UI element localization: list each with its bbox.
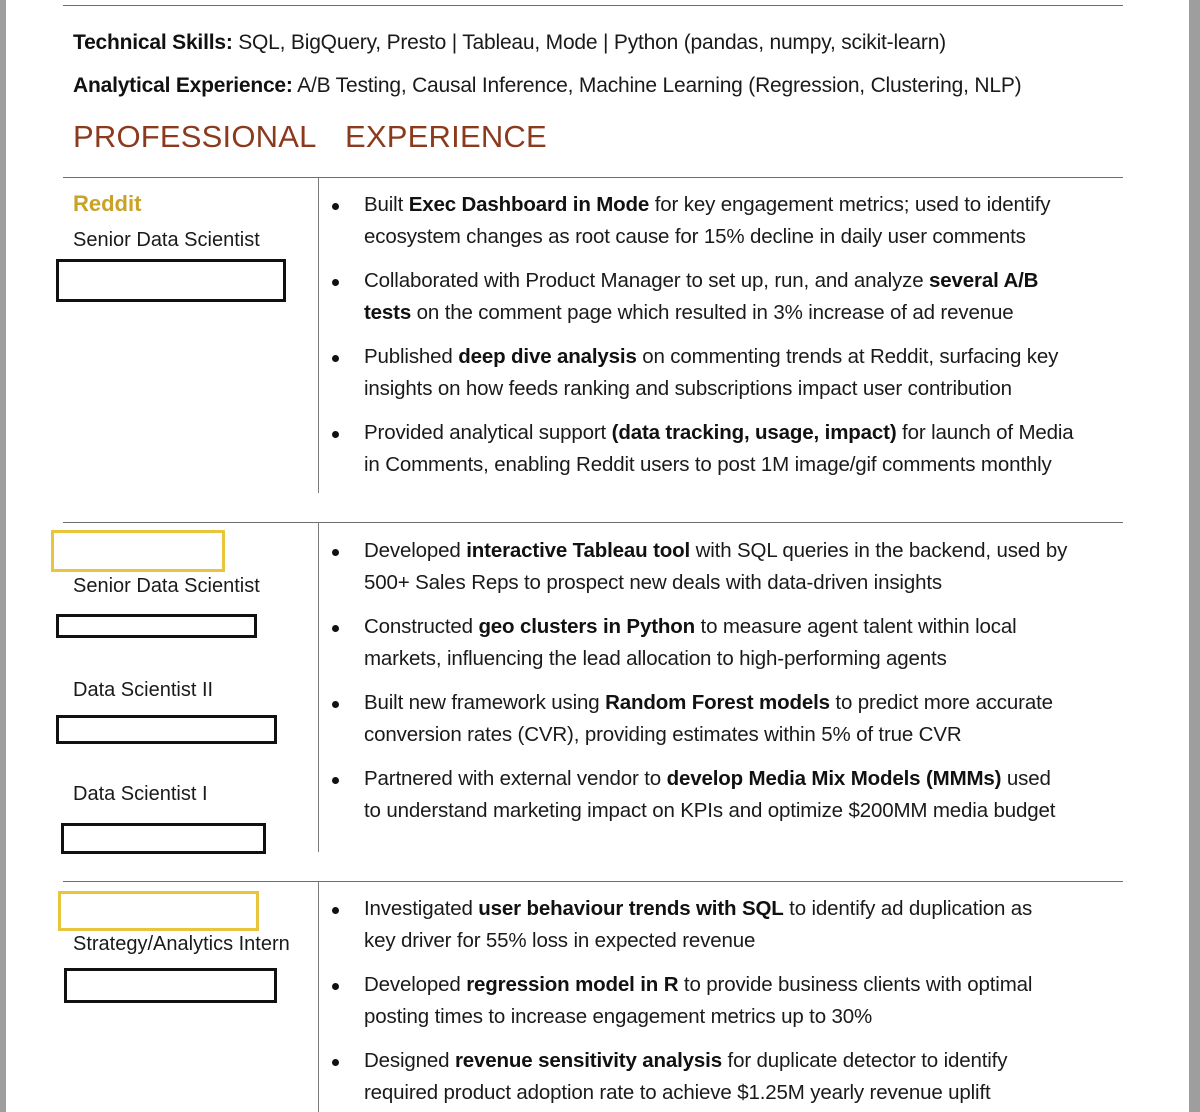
bullet-emphasis: tests [364, 301, 412, 324]
bullet-item [328, 969, 1128, 1033]
bullet-item [328, 265, 1128, 329]
bullet-emphasis: geo clusters in Python [478, 615, 695, 638]
bullet-text: Designed [364, 1049, 455, 1072]
bullet-icon [332, 777, 339, 784]
bullet-text: to provide business clients with optimal [678, 973, 1033, 996]
bullet-line [364, 763, 1128, 795]
bullet-line [364, 893, 1128, 925]
bullet-item [328, 687, 1128, 751]
redacted-dates [56, 259, 286, 302]
bullet-line [364, 297, 1128, 329]
bullet-item [328, 611, 1128, 675]
page-edge-right [1189, 0, 1200, 1112]
redacted-dates [64, 968, 277, 1003]
bullet-item [328, 189, 1128, 253]
bullet-icon [332, 701, 339, 708]
analytical-experience-value: A/B Testing, Causal Inference, Machine Learning (Regression, Clustering, NLP) [292, 74, 1022, 97]
page-edge-left [0, 0, 6, 1112]
bullet-text: on the comment page which resulted in 3% increase of ad revenue [411, 301, 1014, 324]
bullet-emphasis: user behaviour trends with SQL [478, 897, 784, 920]
bullet-line [364, 535, 1128, 567]
bullet-icon [332, 907, 339, 914]
bullet-item [328, 1045, 1128, 1109]
bullet-text: ecosystem changes as root cause for 15% decline in daily user comments [364, 225, 1026, 248]
bullet-emphasis: deep dive analysis [458, 345, 637, 368]
bullet-line [364, 925, 1128, 957]
bullet-text: Developed [364, 973, 467, 996]
top-divider [63, 5, 1123, 6]
bullet-icon [332, 549, 339, 556]
bullet-text: conversion rates (CVR), providing estimates within 5% of true CVR [364, 723, 962, 746]
analytical-experience [73, 74, 1021, 98]
analytical-experience-label: Analytical Experience: [73, 74, 293, 97]
section-title: PROFESSIONAL EXPERIENCE [73, 119, 547, 154]
bullet-line [364, 643, 1128, 675]
job-bullets [328, 893, 1128, 1109]
bullet-text: with SQL queries in the backend, used by [690, 539, 1068, 562]
bullet-text: 500+ Sales Reps to prospect new deals with data-driven insights [364, 571, 942, 594]
bullet-line [364, 221, 1128, 253]
bullet-text: Investigated [364, 897, 479, 920]
bullet-emphasis: develop Media Mix Models (MMMs) [666, 767, 1002, 790]
bullet-text: markets, influencing the lead allocation to high-performing agents [364, 647, 947, 670]
bullet-item [328, 341, 1128, 405]
bullet-text: to predict more accurate [829, 691, 1053, 714]
redacted-dates [56, 614, 257, 638]
bullet-icon [332, 625, 339, 632]
bullet-line [364, 341, 1128, 373]
bullet-text: Developed [364, 539, 467, 562]
bullet-text: Built [364, 193, 409, 216]
bullet-emphasis: Random Forest models [605, 691, 830, 714]
job-divider [63, 881, 1123, 882]
redacted-company-name [58, 891, 259, 931]
role-title: Data Scientist I [73, 783, 208, 805]
redacted-dates [56, 715, 277, 744]
bullet-line [364, 373, 1128, 405]
bullet-text: for duplicate detector to identify [721, 1049, 1008, 1072]
job-bullets [328, 189, 1128, 481]
job-divider [63, 522, 1123, 523]
bullet-icon [332, 1059, 339, 1066]
bullet-item [328, 893, 1128, 957]
bullet-text: Collaborated with Product Manager to set up, run, and analyze [364, 269, 930, 292]
bullet-text: for key engagement metrics; used to identify [649, 193, 1051, 216]
bullet-text: required product adoption rate to achieve $1.25M yearly revenue uplift [364, 1081, 991, 1104]
technical-skills-label: Technical Skills: [73, 31, 233, 54]
bullet-text: on commenting trends at Reddit, surfacing key [636, 345, 1059, 368]
bullet-line [364, 449, 1128, 481]
column-divider [318, 522, 319, 852]
bullet-line [364, 611, 1128, 643]
bullet-emphasis: revenue sensitivity analysis [454, 1049, 722, 1072]
job-divider [63, 177, 1123, 178]
bullet-text: Partnered with external vendor to [364, 767, 667, 790]
bullet-text: for launch of Media [896, 421, 1074, 444]
role-title: Senior Data Scientist [73, 575, 260, 597]
bullet-line [364, 567, 1128, 599]
bullet-line [364, 1001, 1128, 1033]
bullet-emphasis: regression model in R [466, 973, 679, 996]
bullet-icon [332, 279, 339, 286]
bullet-text: posting times to increase engagement metrics up to 30% [364, 1005, 873, 1028]
bullet-text: to measure agent talent within local [694, 615, 1017, 638]
bullet-text: to identify ad duplication as [783, 897, 1033, 920]
column-divider [318, 177, 319, 493]
role-title: Data Scientist II [73, 679, 214, 701]
bullet-item [328, 535, 1128, 599]
bullet-emphasis: Exec Dashboard in Mode [408, 193, 650, 216]
bullet-line [364, 1077, 1128, 1109]
bullet-icon [332, 431, 339, 438]
role-title: Senior Data Scientist [73, 229, 260, 251]
bullet-emphasis: several A/B [929, 269, 1039, 292]
bullet-line [364, 417, 1128, 449]
bullet-line [364, 687, 1128, 719]
bullet-text: Provided analytical support [364, 421, 612, 444]
redacted-dates [61, 823, 266, 854]
bullet-emphasis: interactive Tableau tool [466, 539, 691, 562]
bullet-item [328, 763, 1128, 827]
bullet-item [328, 417, 1128, 481]
bullet-text: to understand marketing impact on KPIs and optimize $200MM media budget [364, 799, 1056, 822]
redacted-company-name [51, 530, 225, 572]
technical-skills [73, 31, 946, 55]
bullet-text: Published [364, 345, 459, 368]
company-name: Reddit [73, 191, 142, 216]
job-bullets [328, 535, 1128, 827]
column-divider [318, 881, 319, 1112]
bullet-line [364, 719, 1128, 751]
bullet-text: Constructed [364, 615, 479, 638]
bullet-line [364, 1045, 1128, 1077]
bullet-icon [332, 203, 339, 210]
bullet-icon [332, 983, 339, 990]
bullet-line [364, 189, 1128, 221]
bullet-emphasis: (data tracking, usage, impact) [611, 421, 897, 444]
bullet-text: Built new framework using [364, 691, 606, 714]
role-title: Strategy/Analytics Intern [73, 933, 290, 955]
bullet-text: in Comments, enabling Reddit users to post 1M image/gif comments monthly [364, 453, 1052, 476]
bullet-icon [332, 355, 339, 362]
bullet-line [364, 969, 1128, 1001]
bullet-text: key driver for 55% loss in expected revenue [364, 929, 756, 952]
bullet-line [364, 265, 1128, 297]
bullet-text: insights on how feeds ranking and subscriptions impact user contribution [364, 377, 1012, 400]
technical-skills-value: SQL, BigQuery, Presto | Tableau, Mode | Python (pandas, numpy, scikit-learn) [232, 31, 946, 54]
bullet-text: used [1001, 767, 1051, 790]
bullet-line [364, 795, 1128, 827]
